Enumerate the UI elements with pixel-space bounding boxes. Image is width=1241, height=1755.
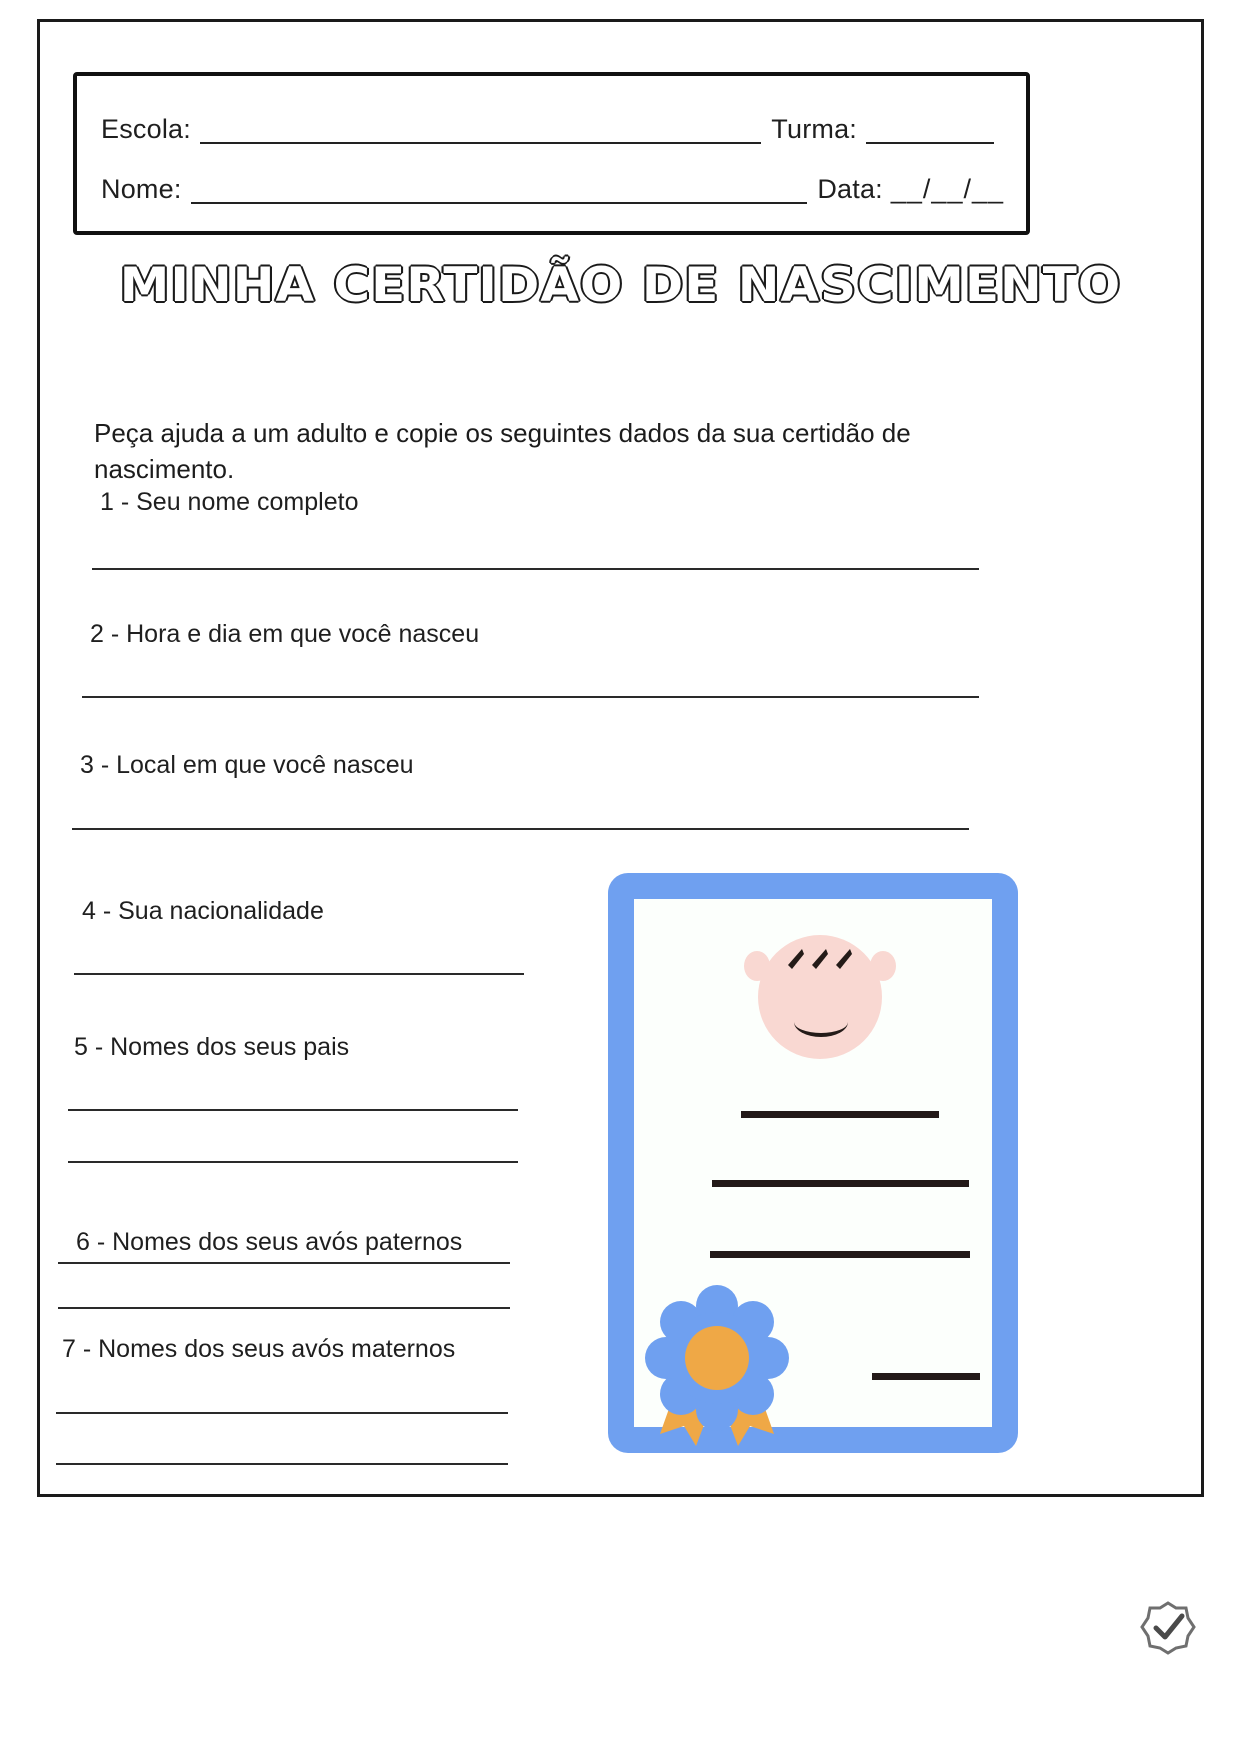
answer-line-5a[interactable] [68,1109,518,1111]
certificate-text-line-2 [712,1180,969,1187]
certificate-text-line-3 [710,1251,970,1258]
name-write-line[interactable] [191,176,808,204]
answer-line-4[interactable] [74,973,524,975]
certificate-signature-line [872,1373,980,1380]
school-label: Escola: [101,114,191,144]
student-identification-box [73,72,1030,235]
question-2: 2 - Hora e dia em que você nasceu [90,620,480,648]
answer-line-6a[interactable] [58,1262,510,1264]
answer-line-7b[interactable] [56,1463,508,1465]
question-5: 5 - Nomes dos seus pais [74,1033,350,1061]
class-group [771,114,1004,144]
question-6: 6 - Nomes dos seus avós paternos [76,1228,463,1256]
answer-line-1[interactable] [92,568,979,570]
question-7: 7 - Nomes dos seus avós maternos [62,1335,456,1363]
class-label: Turma: [771,114,857,144]
certificate-paper [634,899,992,1427]
name-label: Nome: [101,174,182,204]
question-3: 3 - Local em que você nasceu [80,751,414,779]
answer-line-7a[interactable] [56,1412,508,1414]
class-write-line[interactable] [866,116,994,144]
birth-certificate-illustration [608,873,1018,1453]
question-4: 4 - Sua nacionalidade [82,897,324,925]
question-1: 1 - Seu nome completo [100,488,359,516]
baby-hair-curls-icon [784,947,864,977]
school-write-line[interactable] [200,116,761,144]
certificate-text-line-1 [741,1111,939,1118]
name-date-row [77,174,1026,204]
answer-line-6b[interactable] [58,1307,510,1309]
answer-line-5b[interactable] [68,1161,518,1163]
award-seal-ribbon-icon [642,1284,792,1449]
school-class-row [77,114,1026,144]
date-slots[interactable]: __/__/__ [890,174,1004,204]
answer-line-2[interactable] [82,696,979,698]
page-title: MINHA CERTIDÃO DE NASCIMENTO [119,258,1122,313]
date-label: Data: [817,174,883,204]
answer-line-3[interactable] [72,828,969,830]
baby-smile-icon [794,1007,848,1037]
instructions-text: Peça ajuda a um adulto e copie os seguintes dados da sua certidão de nascimento. [94,418,911,484]
date-group [817,174,1004,204]
check-badge-watermark-icon [1140,1600,1196,1656]
